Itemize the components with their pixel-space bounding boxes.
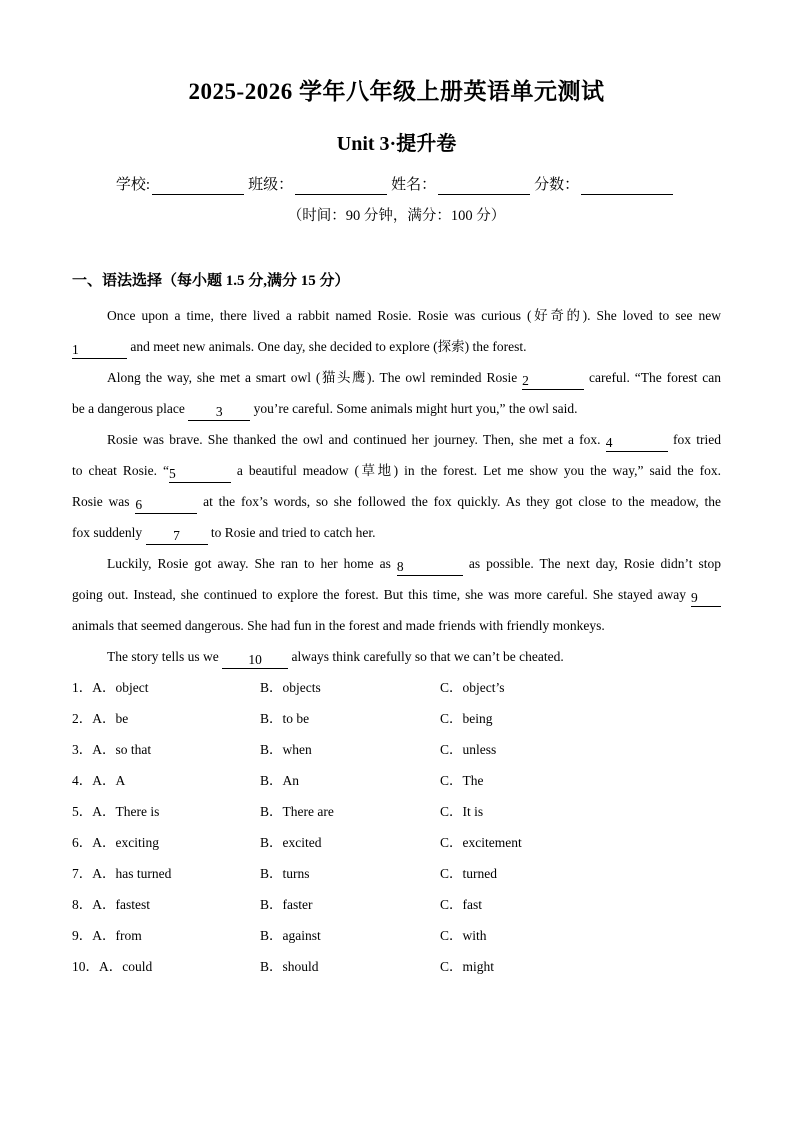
option-choice-a: A．fastest: [92, 897, 150, 912]
option-choice-b: B．objects: [260, 680, 321, 695]
option-choice-c: C．with: [440, 928, 487, 943]
info-field-class: [248, 175, 391, 195]
option-cell-a: [72, 858, 260, 889]
option-row: [72, 858, 721, 889]
option-number: 2．: [72, 711, 93, 726]
option-number: 10．: [72, 959, 99, 974]
cloze-blank-3: 3: [188, 404, 250, 421]
option-row: [72, 765, 721, 796]
cloze-blank-6: 6: [135, 497, 197, 514]
option-choice-c: C．might: [440, 959, 495, 974]
option-choice-b: B．An: [260, 773, 300, 788]
info-label-class: 班级：: [248, 177, 294, 193]
exam-time-note: （时间：90 分钟，满分：100 分）: [287, 208, 506, 224]
passage-line: Rosie was brave. She thanked the owl and continued her journey. Then, she met a fox. 4 fox tried: [107, 432, 721, 450]
info-blank-school: [152, 177, 244, 195]
option-row: [72, 951, 721, 982]
option-choice-a: A．exciting: [92, 835, 159, 850]
option-choice-a: A．has turned: [92, 866, 172, 881]
option-choice-c: C．being: [440, 711, 493, 726]
section-heading: 一、语法选择（每小题 1.5 分,满分 15 分）: [72, 273, 350, 289]
option-choice-c: C．fast: [440, 897, 482, 912]
cloze-blank-4: 4: [606, 435, 668, 452]
passage-line: Once upon a time, there lived a rabbit named Rosie. Rosie was curious (好奇的). She loved to see new: [107, 308, 721, 323]
cloze-blank-5: 5: [169, 466, 231, 483]
option-cell-a: [72, 703, 260, 734]
option-row: [72, 734, 721, 765]
info-blank-name: [438, 177, 530, 195]
option-cell-a: [72, 889, 260, 920]
info-label-school: 学校:: [115, 177, 151, 193]
option-number: 4．: [72, 773, 93, 788]
passage-line: going out. Instead, she continued to explore the forest. But this time, she was more careful. She stayed away 9: [72, 579, 721, 610]
option-choice-b: B．should: [260, 959, 319, 974]
option-choice-a: A．There is: [92, 804, 160, 819]
info-field-name: [391, 175, 534, 195]
option-row: [72, 827, 721, 858]
option-choice-a: A．could: [99, 959, 153, 974]
option-choice-a: A．so that: [92, 742, 152, 757]
cloze-passage: [72, 300, 721, 672]
cloze-blank-8: 8: [397, 559, 463, 576]
option-choice-c: C．It is: [440, 804, 484, 819]
passage-line: animals that seemed dangerous. She had fun in the forest and made friends with friendly monkeys.: [72, 618, 605, 633]
option-number: 5．: [72, 804, 93, 819]
option-choice-a: A．object: [92, 680, 149, 695]
student-info-line: [72, 175, 721, 195]
document-title: 2025-2026 学年八年级上册英语单元测试: [188, 79, 605, 104]
option-choice-c: C．excitement: [440, 835, 522, 850]
info-label-score: 分数：: [534, 177, 580, 193]
document-subtitle: Unit 3·提升卷: [336, 133, 457, 155]
option-choice-a: A．be: [92, 711, 129, 726]
option-cell-a: [72, 765, 260, 796]
passage-line: Along the way, she met a smart owl (猫头鹰). The owl reminded Rosie 2 careful. “The forest can: [107, 370, 721, 388]
info-blank-score: [581, 177, 673, 195]
option-choice-a: A．A: [92, 773, 126, 788]
option-row: [72, 889, 721, 920]
option-number: 6．: [72, 835, 93, 850]
option-choice-b: B．faster: [260, 897, 313, 912]
info-field-school: [116, 175, 248, 195]
option-row: [72, 672, 721, 703]
passage-line: to cheat Rosie. “5 a beautiful meadow (草地) in the forest. Let me show you the way,” said the fox.: [72, 463, 721, 481]
option-cell-a: [72, 734, 260, 765]
option-cell-a: [72, 796, 260, 827]
option-choice-b: B．against: [260, 928, 321, 943]
option-cell-a: [72, 672, 260, 703]
info-blank-class: [295, 177, 387, 195]
option-number: 3．: [72, 742, 93, 757]
info-field-score: [534, 175, 677, 195]
cloze-blank-9: 9: [691, 590, 721, 607]
option-choice-a: A．from: [92, 928, 142, 943]
option-choice-b: B．when: [260, 742, 312, 757]
option-cell-a: [72, 920, 260, 951]
option-choice-c: C．The: [440, 773, 484, 788]
passage-line: Luckily, Rosie got away. She ran to her home as 8 as possible. The next day, Rosie didn’t stop: [107, 556, 722, 574]
cloze-blank-2: 2: [522, 373, 584, 390]
option-choice-c: C．object’s: [440, 680, 505, 695]
passage-line: The story tells us we 10 always think carefully so that we can’t be cheated.: [107, 649, 564, 667]
option-choice-b: B．excited: [260, 835, 322, 850]
option-row: [72, 703, 721, 734]
passage-line: be a dangerous place 3 you’re careful. Some animals might hurt you,” the owl said.: [72, 401, 578, 419]
option-number: 1．: [72, 680, 93, 695]
cloze-blank-7: 7: [146, 528, 208, 545]
cloze-blank-1: 1: [72, 342, 127, 359]
passage-line: Rosie was 6 at the fox’s words, so she followed the fox quickly. As they got close to the meadow, the: [72, 494, 721, 512]
info-label-name: 姓名：: [391, 177, 437, 193]
option-number: 8．: [72, 897, 93, 912]
option-row: [72, 796, 721, 827]
cloze-blank-10: 10: [222, 652, 288, 669]
passage-line: 1 and meet new animals. One day, she decided to explore (探索) the forest.: [72, 339, 527, 357]
option-row: [72, 920, 721, 951]
option-choice-b: B．to be: [260, 711, 310, 726]
options-list: [72, 672, 721, 982]
option-choice-c: C．turned: [440, 866, 497, 881]
option-choice-c: C．unless: [440, 742, 497, 757]
passage-line: fox suddenly 7 to Rosie and tried to catch her.: [72, 525, 376, 543]
option-choice-b: B．There are: [260, 804, 334, 819]
option-cell-a: [72, 827, 260, 858]
option-number: 7．: [72, 866, 93, 881]
option-number: 9．: [72, 928, 93, 943]
option-cell-a: [72, 951, 260, 982]
option-choice-b: B．turns: [260, 866, 310, 881]
